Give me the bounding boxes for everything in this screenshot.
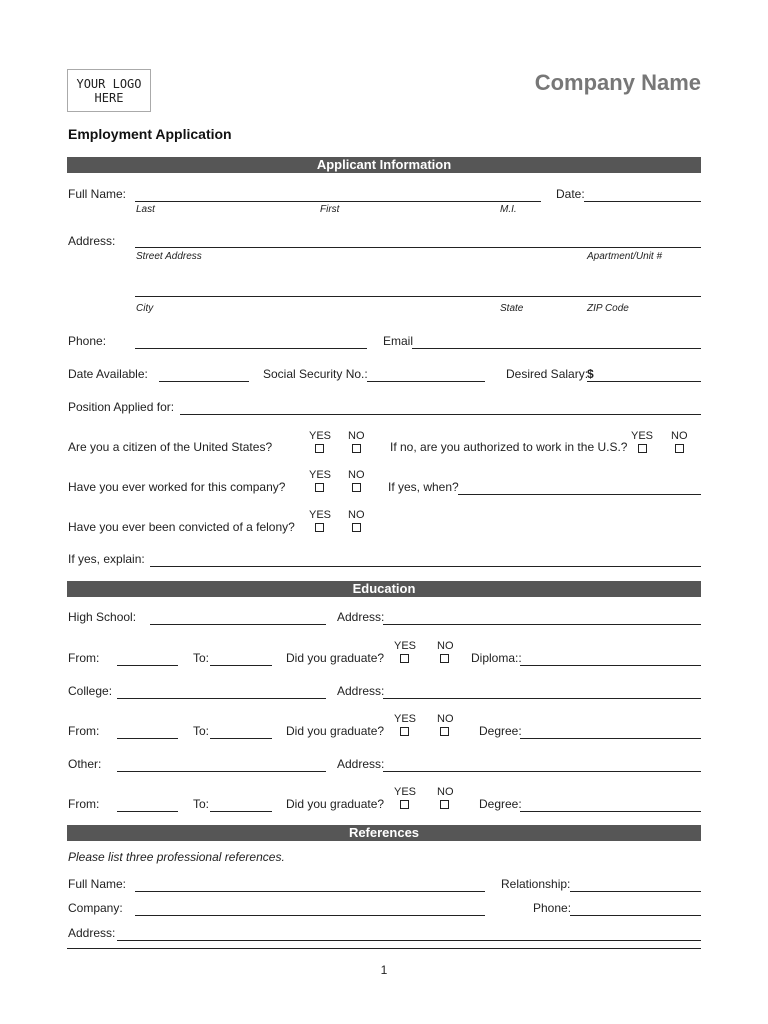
hs-graduate-label: Did you graduate? — [286, 651, 385, 665]
other-graduate-yes-checkbox[interactable] — [400, 800, 409, 809]
other-address-label: Address: — [337, 757, 385, 771]
date-field[interactable] — [584, 201, 701, 202]
college-from-label: From: — [68, 724, 100, 738]
other-degree-label: Degree: — [479, 797, 522, 811]
ref-company-label: Company: — [68, 901, 123, 915]
college-from-field[interactable] — [117, 738, 178, 739]
city-state-zip-field[interactable] — [135, 296, 701, 297]
no-label: NO — [437, 786, 454, 798]
email-field[interactable] — [412, 348, 701, 349]
ref-phone-field[interactable] — [570, 915, 701, 916]
hs-address-field[interactable] — [383, 624, 701, 625]
high-school-field[interactable] — [150, 624, 326, 625]
college-degree-field[interactable] — [520, 738, 701, 739]
worked-question: Have you ever worked for this company? — [68, 480, 286, 494]
hs-from-label: From: — [68, 651, 100, 665]
ref-address-label: Address: — [68, 926, 116, 940]
full-name-field[interactable] — [135, 201, 541, 202]
college-to-field[interactable] — [210, 738, 272, 739]
no-label: NO — [437, 640, 454, 652]
salary-field[interactable] — [587, 381, 701, 382]
state-caption: State — [500, 303, 524, 314]
position-field[interactable] — [180, 414, 701, 415]
felony-no-checkbox[interactable] — [352, 523, 361, 532]
yes-label: YES — [309, 469, 332, 481]
page-number: 1 — [380, 963, 388, 977]
ssn-field[interactable] — [367, 381, 485, 382]
street-address-field[interactable] — [135, 247, 701, 248]
no-label: NO — [348, 469, 365, 481]
yes-label: YES — [309, 430, 332, 442]
college-label: College: — [68, 684, 113, 698]
explain-label: If yes, explain: — [68, 552, 145, 566]
date-label: Date: — [556, 187, 585, 201]
authorized-yes-checkbox[interactable] — [638, 444, 647, 453]
citizen-yes-checkbox[interactable] — [315, 444, 324, 453]
position-label: Position Applied for: — [68, 400, 175, 414]
hs-to-label: To: — [193, 651, 210, 665]
yes-label: YES — [309, 509, 332, 521]
college-graduate-no-checkbox[interactable] — [440, 727, 449, 736]
no-label: NO — [437, 713, 454, 725]
section-header-applicant: Applicant Information — [67, 157, 701, 173]
felony-question: Have you ever been convicted of a felony? — [68, 520, 295, 534]
hs-graduate-yes-checkbox[interactable] — [400, 654, 409, 663]
college-to-label: To: — [193, 724, 210, 738]
hs-graduate-no-checkbox[interactable] — [440, 654, 449, 663]
salary-prefix: $ — [587, 367, 594, 381]
phone-field[interactable] — [135, 348, 367, 349]
section-header-education: Education — [67, 581, 701, 597]
hs-address-label: Address: — [337, 610, 385, 624]
diploma-label: Diploma:: — [471, 651, 522, 665]
city-caption: City — [136, 303, 154, 314]
apt-caption: Apartment/Unit # — [587, 251, 663, 262]
first-caption: First — [320, 204, 340, 215]
last-caption: Last — [136, 204, 155, 215]
ref-address-field[interactable] — [117, 940, 701, 941]
other-label: Other: — [68, 757, 102, 771]
other-graduate-no-checkbox[interactable] — [440, 800, 449, 809]
no-label: NO — [348, 509, 365, 521]
ref-company-field[interactable] — [135, 915, 485, 916]
college-degree-label: Degree: — [479, 724, 522, 738]
authorized-no-checkbox[interactable] — [675, 444, 684, 453]
address-label: Address: — [68, 234, 116, 248]
phone-label: Phone: — [68, 334, 107, 348]
section-header-references: References — [67, 825, 701, 841]
ref-relationship-field[interactable] — [570, 891, 701, 892]
ref-full-name-field[interactable] — [135, 891, 485, 892]
citizen-no-checkbox[interactable] — [352, 444, 361, 453]
date-available-label: Date Available: — [68, 367, 148, 381]
worked-no-checkbox[interactable] — [352, 483, 361, 492]
company-name: Company Name — [534, 70, 701, 95]
worked-yes-checkbox[interactable] — [315, 483, 324, 492]
ref-relationship-label: Relationship: — [501, 877, 571, 891]
hs-from-field[interactable] — [117, 665, 178, 666]
full-name-label: Full Name: — [68, 187, 127, 201]
email-label: Email — [383, 334, 414, 348]
authorized-question: If no, are you authorized to work in the U.S.? — [390, 440, 628, 454]
college-field[interactable] — [117, 698, 326, 699]
yes-label: YES — [631, 430, 654, 442]
form-title: Employment Application — [68, 126, 232, 142]
ssn-label: Social Security No.: — [263, 367, 368, 381]
divider — [67, 948, 701, 949]
yes-label: YES — [394, 713, 417, 725]
yes-label: YES — [394, 640, 417, 652]
yes-label: YES — [394, 786, 417, 798]
hs-to-field[interactable] — [210, 665, 272, 666]
no-label: NO — [671, 430, 688, 442]
college-address-label: Address: — [337, 684, 385, 698]
ref-phone-label: Phone: — [533, 901, 572, 915]
worked-when-field[interactable] — [458, 494, 701, 495]
other-from-field[interactable] — [117, 811, 178, 812]
salary-label: Desired Salary: — [506, 367, 589, 381]
zip-caption: ZIP Code — [587, 303, 629, 314]
diploma-field[interactable] — [520, 665, 701, 666]
other-address-field[interactable] — [383, 771, 701, 772]
logo-placeholder — [67, 69, 151, 112]
worked-when-label: If yes, when? — [388, 480, 459, 494]
college-address-field[interactable] — [383, 698, 701, 699]
other-to-field[interactable] — [210, 811, 272, 812]
other-field[interactable] — [117, 771, 326, 772]
logo-text: YOUR LOGO HERE — [76, 77, 142, 105]
date-available-field[interactable] — [159, 381, 249, 382]
college-graduate-yes-checkbox[interactable] — [400, 727, 409, 736]
citizen-question: Are you a citizen of the United States? — [68, 440, 273, 454]
ref-full-name-label: Full Name: — [68, 877, 127, 891]
mi-caption: M.I. — [500, 204, 517, 215]
other-to-label: To: — [193, 797, 210, 811]
college-graduate-label: Did you graduate? — [286, 724, 385, 738]
other-degree-field[interactable] — [520, 811, 701, 812]
other-graduate-label: Did you graduate? — [286, 797, 385, 811]
explain-field[interactable] — [150, 566, 701, 567]
other-from-label: From: — [68, 797, 100, 811]
no-label: NO — [348, 430, 365, 442]
high-school-label: High School: — [68, 610, 137, 624]
felony-yes-checkbox[interactable] — [315, 523, 324, 532]
references-instruction: Please list three professional references. — [68, 850, 285, 864]
street-caption: Street Address — [136, 251, 202, 262]
